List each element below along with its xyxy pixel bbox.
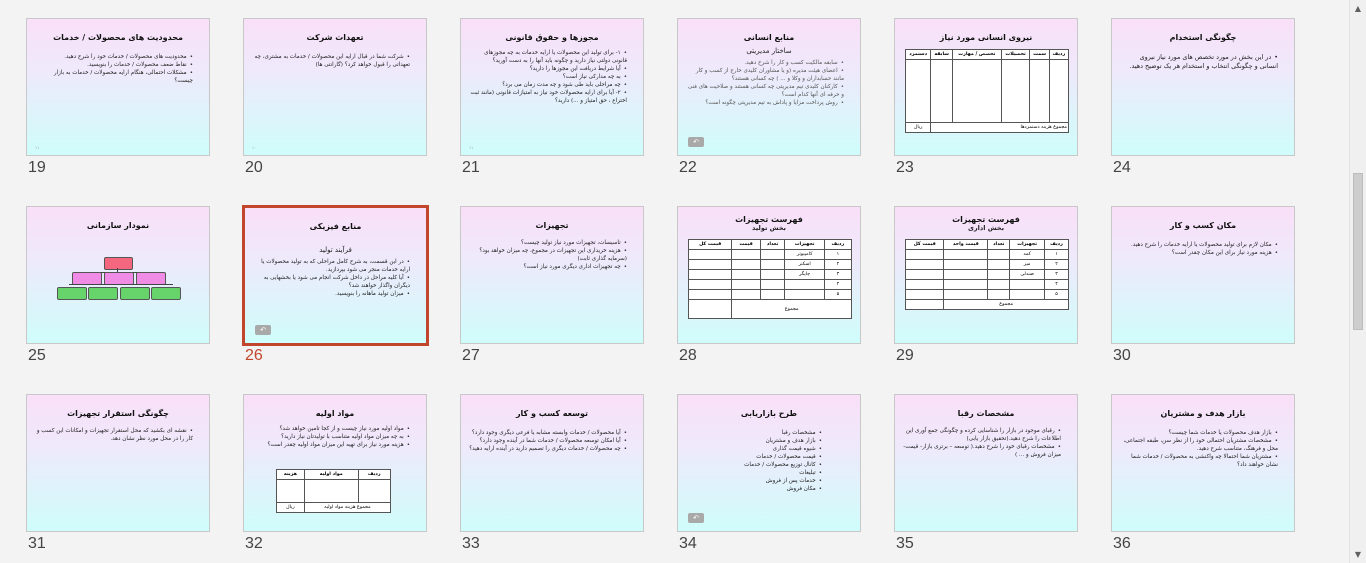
slide-thumbnail-21[interactable] (460, 18, 644, 156)
slide-bullets (35, 427, 201, 443)
slide-thumbnail-27[interactable] (460, 206, 644, 344)
slide-number-26: 26 (245, 347, 263, 364)
slide-bullets (903, 427, 1069, 459)
slide-bullet: • میزان تولید ماهانه را بنویسید. (253, 290, 410, 298)
slide-title: مشخصات رقبا (957, 409, 1015, 418)
table-row: ۳ چاپگر (689, 270, 852, 280)
scroll-down-icon[interactable]: ▼ (1354, 550, 1362, 559)
vertical-scrollbar[interactable] (1349, 0, 1366, 563)
return-action-icon[interactable]: ↶ (688, 513, 704, 523)
slide-bullets (252, 425, 418, 449)
slide-title: منابع فیزیکی (309, 222, 362, 231)
table-footer-row (689, 300, 852, 319)
table-header-row (277, 470, 391, 480)
table-header: قیمت کل (906, 240, 944, 250)
slide-bullets (469, 239, 635, 271)
table-header: مواد اولیه (304, 470, 358, 480)
slide-bullet: • کانال توزیع محصولات / خدمات (686, 461, 822, 469)
slide-bullet: • ۱- برای تولید این محصولات یا ارایه خدمات به چه مجوزهای قانونی دولتی نیاز دارید و چگونه باید آنها را به دست آورید؟ (469, 49, 627, 65)
slide-number-21: 21 (462, 159, 480, 176)
table-header: سمت (1030, 50, 1050, 60)
table-row: ۱ کمد (906, 250, 1069, 260)
slide-title: منابع انسانی (743, 33, 795, 42)
org-box-top (104, 257, 133, 270)
slide-title: مواد اولیه (315, 409, 355, 418)
slide-bullet: • خدمات پس از فروش (686, 477, 822, 485)
slide-number-28: 28 (679, 347, 697, 364)
table-header: تحصیلات (1001, 50, 1030, 60)
slide-bullet: • به چه میزان مواد اولیه متناسب با تولیدتان نیاز دارید؟ (252, 433, 410, 441)
slide-bullet: • چه تجهیزات اداری دیگری مورد نیاز است؟ (469, 263, 627, 271)
table-row (906, 60, 1069, 123)
slide-thumbnail-31[interactable] (26, 394, 210, 532)
slide-title: چگونگی استخدام (1169, 33, 1237, 42)
slide-title: تعهدات شرکت (306, 33, 364, 42)
slide-bullet: • آیا کلیه مراحل در داخل شرکت انجام می شود یا بخشهایی به دیگران واگذار خواهند شد؟ (253, 274, 410, 290)
table-header: ردیف (1045, 240, 1069, 250)
slide-title: فهرست تجهیزات (735, 215, 803, 224)
org-box-bottom (57, 287, 87, 300)
slide-title: توسعه کسب و کار (515, 409, 589, 418)
slide-bullet: • محدودیت های محصولات / خدمات خود را شرح دهید. (35, 53, 193, 61)
slide-page-number: ۱۰ (252, 145, 257, 150)
slide-page-number: ۱۱ (35, 145, 40, 150)
slide-number-33: 33 (462, 535, 480, 552)
table-header: ردیف (824, 240, 851, 250)
slide-thumbnail-22[interactable] (677, 18, 861, 156)
table-row: ۴ (689, 280, 852, 290)
slide-bullet: • مشخصات مشتریان احتمالی خود را از نظر سن، طبقه اجتماعی، محل و فرهنگ، متناسب شرح دهید. (1120, 437, 1278, 453)
slide-title: چگونگی استقرار تجهیزات (67, 409, 169, 418)
slide-bullet: • نقشه ای بکشید که محل استقرار تجهیزات و امکانات این کسب و کار را در محل مورد نظر نشان دهد. (35, 427, 193, 443)
slide-thumbnail-30[interactable] (1111, 206, 1295, 344)
table-header: تجهیزات (785, 240, 824, 250)
slide-page-number: ۱۱ (469, 145, 474, 150)
equipment-table (688, 239, 852, 319)
table-footer-label: مجموع هزینه مواد اولیه (304, 503, 390, 513)
table-footer-unit: ریال (277, 503, 305, 513)
slide-subtitle: بخش اداری (967, 224, 1005, 232)
table-row: ۱ کامپیوتر (689, 250, 852, 260)
slide-bullet: • مواد اولیه مورد نیاز چیست و از کجا تامین خواهد شد؟ (252, 425, 410, 433)
slide-thumbnail-24[interactable] (1111, 18, 1295, 156)
slide-bullet: • نقاط ضعف محصولات / خدمات را بنویسید. (35, 61, 193, 69)
org-box-bottom (120, 287, 150, 300)
table-footer-label: مجموع (944, 300, 1069, 310)
table-header-row (689, 240, 852, 250)
slide-number-35: 35 (896, 535, 914, 552)
slide-bullets (686, 59, 852, 107)
return-action-icon[interactable]: ↶ (688, 137, 704, 147)
table-row: ۴ (906, 280, 1069, 290)
table-footer-row (906, 123, 1069, 133)
table-row (277, 480, 391, 503)
slide-bullet: • هزینه مورد نیاز برای این مکان چقدر است؟ (1120, 249, 1278, 257)
materials-table (276, 469, 391, 513)
org-box-bottom (88, 287, 118, 300)
slide-bullet: • سابقه مالکیت کسب و کار را شرح دهید. (686, 59, 844, 67)
slide-thumbnail-33[interactable] (460, 394, 644, 532)
slide-thumbnail-36[interactable] (1111, 394, 1295, 532)
table-header: قیمت واحد (944, 240, 988, 250)
slide-subtitle: ساختار مدیریتی (746, 47, 792, 55)
table-header: تعداد (760, 240, 785, 250)
scroll-up-icon[interactable]: ▲ (1354, 4, 1362, 13)
table-header-row (906, 50, 1069, 60)
slide-bullet: • بازار هدف محصولات یا خدمات شما چیست؟ (1120, 429, 1278, 437)
slide-bullets (1120, 53, 1286, 71)
slide-number-31: 31 (28, 535, 46, 552)
slide-bullet: • مشکلات احتمالی، هنگام ارایه محصولات / خدمات به بازار چیست؟ (35, 69, 193, 85)
slide-thumbnail-35[interactable] (894, 394, 1078, 532)
equipment-table (905, 239, 1069, 310)
slide-number-20: 20 (245, 159, 263, 176)
table-header: دستمزد (906, 50, 931, 60)
slide-thumbnail-28[interactable] (677, 206, 861, 344)
slide-bullet: • قیمت محصولات / خدمات (686, 453, 822, 461)
table-header: ردیف (1049, 50, 1068, 60)
table-row: ۳ صندلی (906, 270, 1069, 280)
slide-subtitle: فرآیند تولید (319, 246, 352, 254)
return-action-icon[interactable]: ↶ (255, 325, 271, 335)
slide-bullet: • رقبای موجود در بازار را شناسایی کرده و چگونگی جمع آوری این اطلاعات را شرح دهید.(تحقیق بازار یابی) (903, 427, 1061, 443)
slide-thumbnail-32[interactable] (243, 394, 427, 532)
table-row: ۵ (906, 290, 1069, 300)
slide-bullet: • در این بخش در مورد تخصص های مورد نیاز نیروی انسانی و چگونگی انتخاب و استخدام هر یک توضیح دهید. (1120, 53, 1278, 71)
slide-bullet: • تاسیسات، تجهیزات مورد نیاز تولید چیست؟ (469, 239, 627, 247)
slide-bullets (469, 49, 635, 105)
org-box-bottom (151, 287, 181, 300)
table-row: ۲ میز (906, 260, 1069, 270)
slide-bullet: • چه مراحلی باید طی شود و چه مدت زمان می برد؟ (469, 81, 627, 89)
slide-thumbnail-23[interactable] (894, 18, 1078, 156)
slide-number-36: 36 (1113, 535, 1131, 552)
slide-bullet: • تبلیغات (686, 469, 822, 477)
table-row: ۲ اسکنر (689, 260, 852, 270)
slide-number-32: 32 (245, 535, 263, 552)
slide-title: مجوزها و حقوق قانونی (505, 33, 599, 42)
slide-bullet: • بازار هدف و مشتریان (686, 437, 822, 445)
slide-thumbnail-20[interactable] (243, 18, 427, 156)
slide-bullet: • روش پرداخت مزایا و پاداش به تیم مدیریتی چگونه است؟ (686, 99, 844, 107)
slide-thumbnail-34[interactable] (677, 394, 861, 532)
slide-bullet: • چه محصولات / خدمات دیگری را تصمیم دارید در آینده ارایه دهید؟ (469, 445, 627, 453)
slide-title: نمودار سازمانی (86, 221, 150, 230)
slide-number-22: 22 (679, 159, 697, 176)
table-header: تخصص / مهارت (952, 50, 1001, 60)
slide-number-25: 25 (28, 347, 46, 364)
slide-number-23: 23 (896, 159, 914, 176)
slide-number-34: 34 (679, 535, 697, 552)
table-footer-row (906, 300, 1069, 310)
slide-bullet: • در این قسمت، به شرح کامل مراحلی که به تولید محصولات یا ارایه خدمات منجر می شود بپردازید. (253, 258, 410, 274)
slide-bullet: • هزینه خریداری این تجهیزات در مجموع، چه میزان خواهد بود؟ (سرمایه گذاری ثابت) (469, 247, 627, 263)
table-row: ۵ (689, 290, 852, 300)
slide-thumbnail-25[interactable] (26, 206, 210, 344)
table-header: تعداد (988, 240, 1010, 250)
table-footer-label: مجموع (732, 300, 852, 319)
staff-table (905, 49, 1069, 133)
slide-number-19: 19 (28, 159, 46, 176)
slide-thumbnail-29[interactable] (894, 206, 1078, 344)
slide-bullet: • به چه مدارکی نیاز است؟ (469, 73, 627, 81)
slide-bullet: • مشخصات رقبا (686, 429, 822, 437)
slide-bullet: • آیا امکان توسعه محصولات / خدمات شما در آینده وجود دارد؟ (469, 437, 627, 445)
table-header: قیمت کل (689, 240, 732, 250)
slide-number-24: 24 (1113, 159, 1131, 176)
slide-bullet: • اعضای هیئت مدیره (و یا مشاوران کلیدی خارج از کسب و کار مانند حسابداران و وکلا و ... ) چه کسانی هستند؟ (686, 67, 844, 83)
table-header: تجهیزات (1010, 240, 1045, 250)
slide-bullet: • شیوه قیمت گذاری (686, 445, 822, 453)
table-header: قیمت (732, 240, 760, 250)
slide-number-29: 29 (896, 347, 914, 364)
slide-bullet: • مکان لازم برای تولید محصولات یا ارایه خدمات را شرح دهید. (1120, 241, 1278, 249)
slide-bullet: • شرکت شما در قبال ارایه این محصولات / خدمات به مشتری، چه تعهداتی را قبول خواهد کرد؟ (گارانتی ها) (252, 53, 410, 69)
slide-bullets (1120, 429, 1286, 469)
slide-number-30: 30 (1113, 347, 1131, 364)
slide-thumbnail-26[interactable] (242, 205, 429, 346)
slide-thumbnail-19[interactable] (26, 18, 210, 156)
slide-bullets (252, 53, 418, 69)
slide-title: فهرست تجهیزات (952, 215, 1020, 224)
slide-title: محدودیت های محصولات / خدمات (53, 33, 183, 42)
slide-bullet: • آیا محصولات / خدمات وابسته مشابه یا فرعی دیگری وجود دارد؟ (469, 429, 627, 437)
slide-title: نیروی انسانی مورد نیاز (939, 33, 1033, 42)
slide-bullet: • مکان فروش (686, 485, 822, 493)
slide-title: بازار هدف و مشتریان (1160, 409, 1246, 418)
slide-bullet: • مشتریان شما احتمالا چه واکنشی به محصولات / خدمات شما نشان خواهند داد؟ (1120, 453, 1278, 469)
slide-bullet: • ۲- آیا برای ارایه محصولات خود نیاز به امتیازات قانونی (مانند ثبت اختراع ، حق امتیاز و ...) دارید؟ (469, 89, 627, 105)
table-header: سابقه (931, 50, 953, 60)
slide-bullets (469, 429, 635, 453)
table-header: هزینه (277, 470, 305, 480)
slide-bullet: • آیا شرایط دریافت این مجوزها را دارید؟ (469, 65, 627, 73)
table-footer-unit: ریال (906, 123, 931, 133)
slide-bullet: • هزینه مورد نیاز برای تهیه این میزان مواد اولیه چقدر است؟ (252, 441, 410, 449)
scrollbar-thumb[interactable] (1353, 173, 1363, 330)
slide-bullets (253, 258, 418, 298)
table-footer-label: مجموع هزینه دستمزدها (931, 123, 1069, 133)
slide-bullet: • مشخصات رقبای خود را شرح دهید.( توسعه – برتری بازار- قیمت- میزان فروش و ... ) (903, 443, 1061, 459)
slide-subtitle: بخش تولید (752, 224, 786, 232)
slide-title: مکان کسب و کار (1169, 221, 1237, 230)
slide-bullet: • کارکنان کلیدی تیم مدیریتی چه کسانی هستند و صلاحیت های فنی و حرفه ای آنها کدام است؟ (686, 83, 844, 99)
slide-bullets (1120, 241, 1286, 257)
table-header-row (906, 240, 1069, 250)
slide-title: طرح بازاریابی (740, 409, 798, 418)
slide-bullets (35, 53, 201, 85)
slide-number-27: 27 (462, 347, 480, 364)
table-footer-row (277, 503, 391, 513)
slide-bullets (686, 429, 830, 493)
table-header: ردیف (358, 470, 390, 480)
slide-title: تجهیزات (535, 221, 569, 230)
